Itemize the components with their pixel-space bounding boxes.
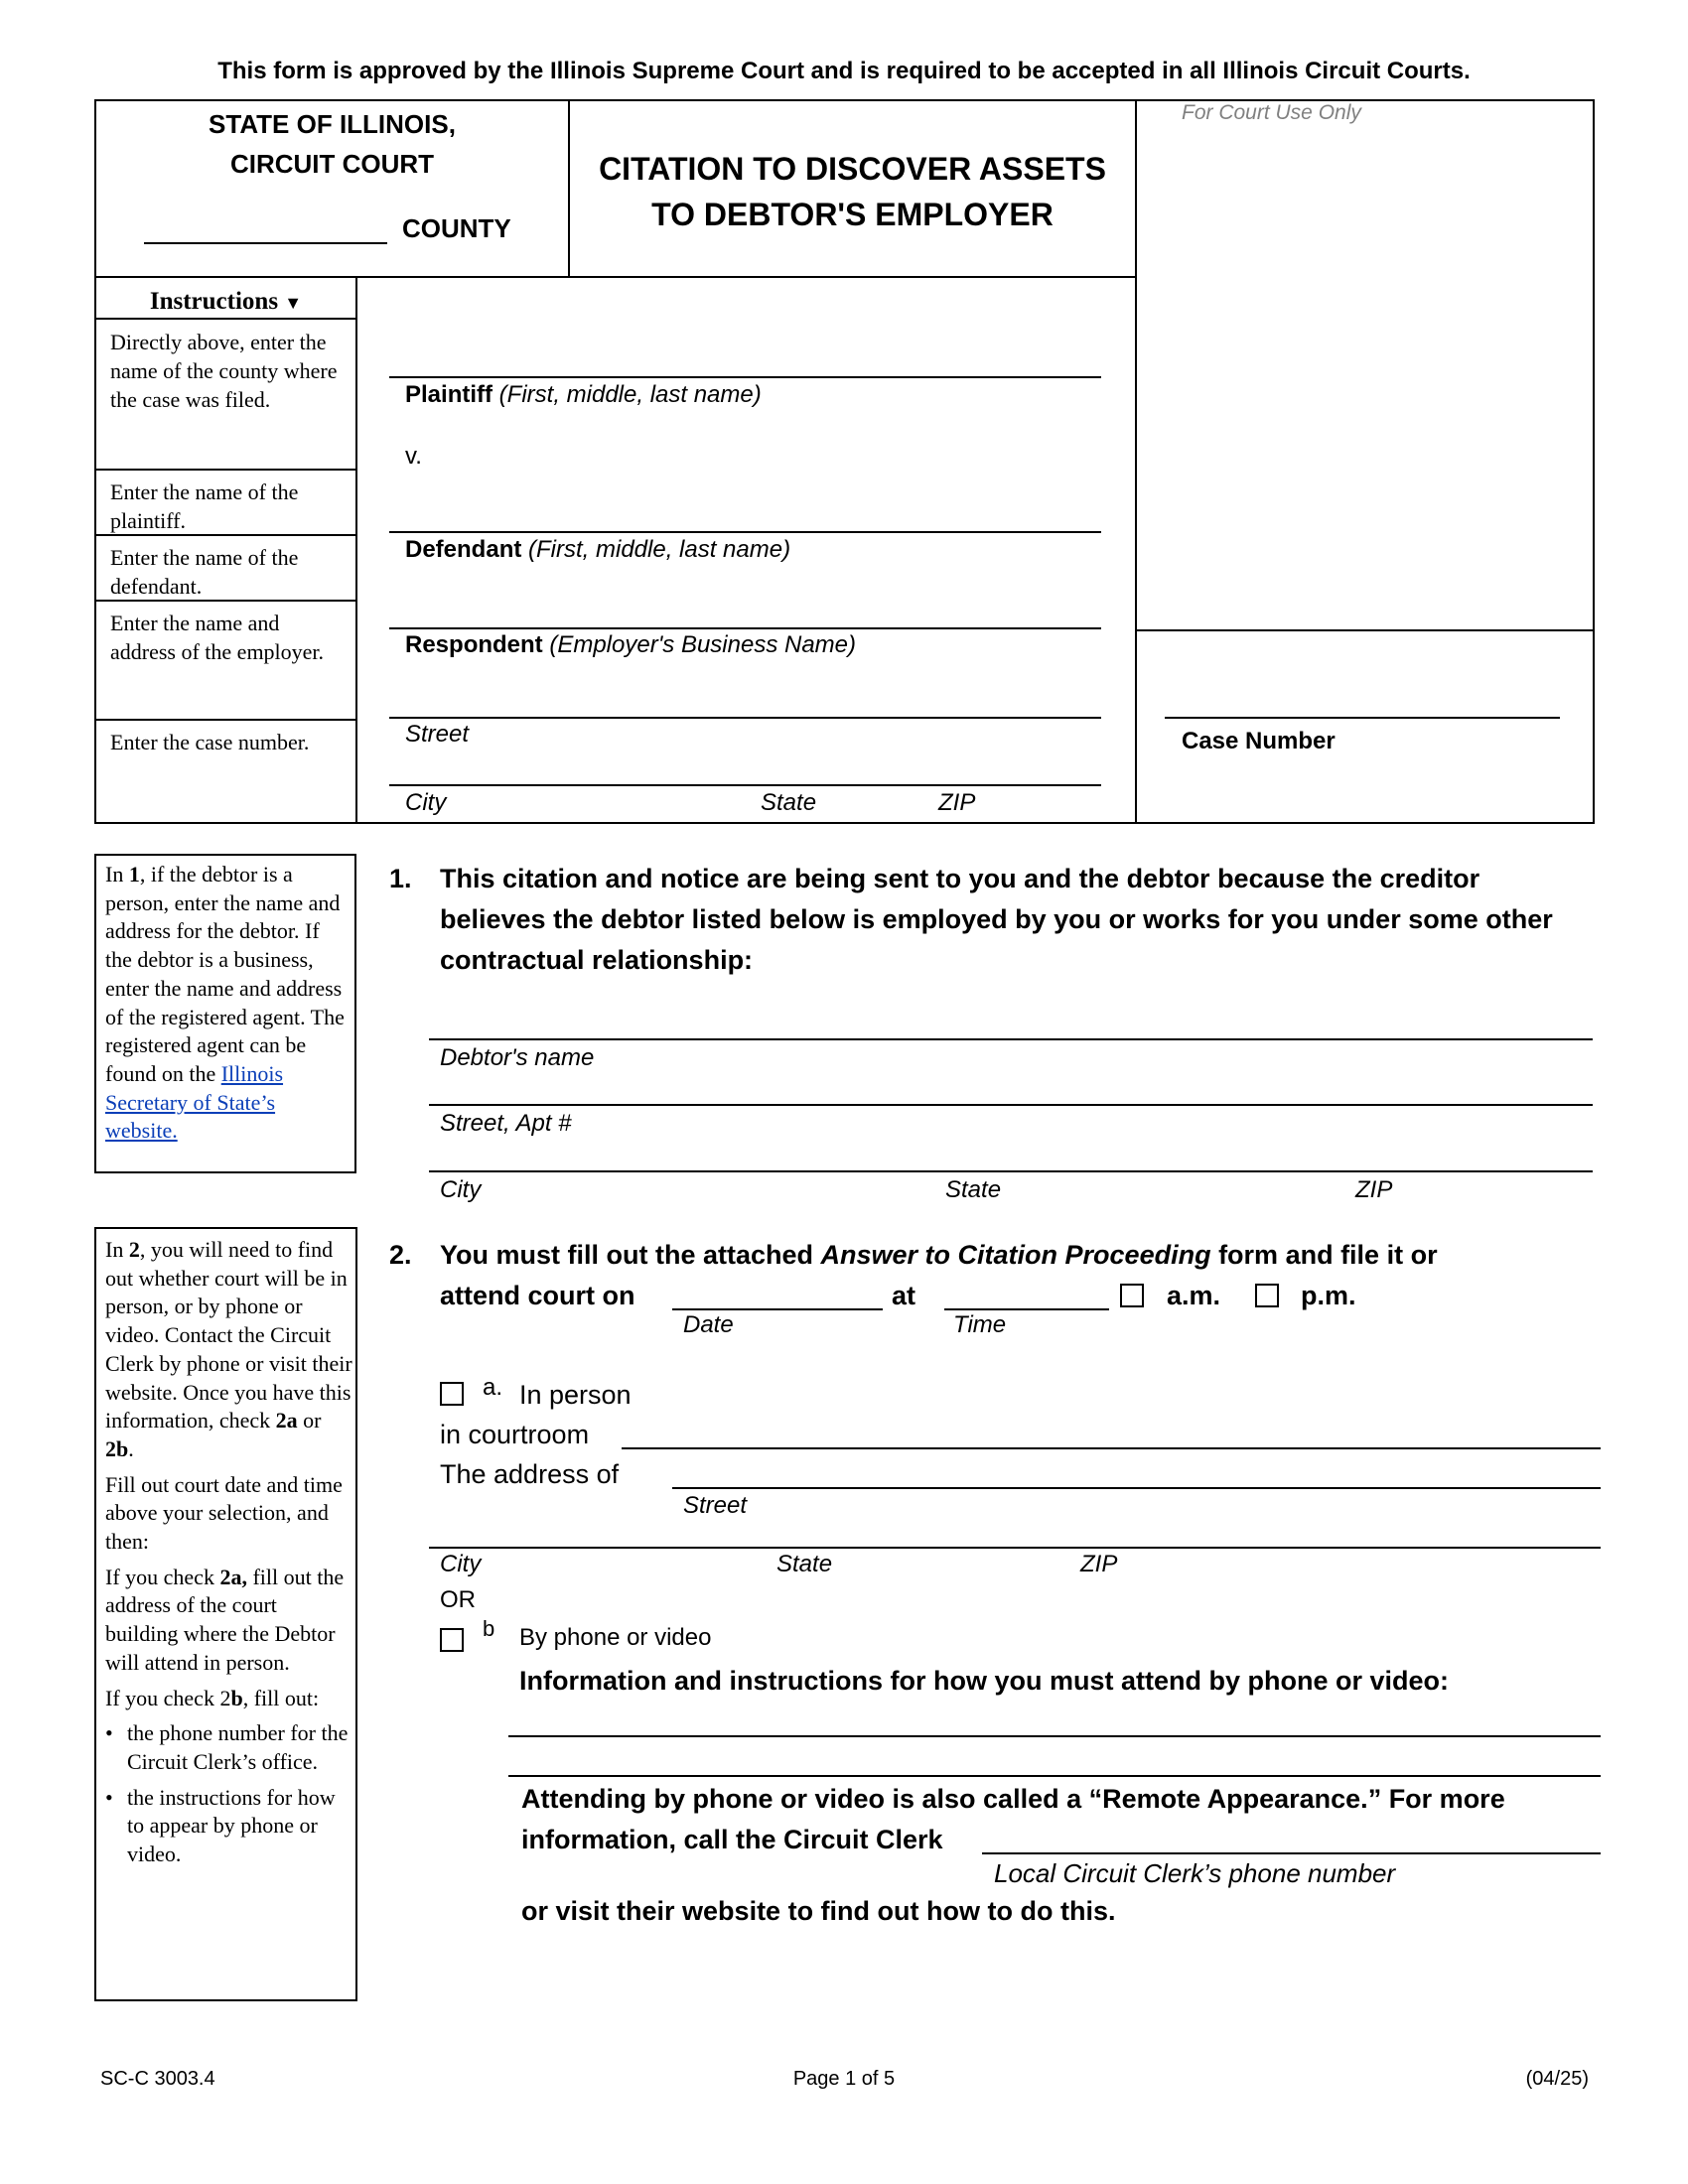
answer-form-name: Answer to Citation Proceeding: [820, 1240, 1211, 1270]
state-label: State: [761, 789, 817, 816]
debtor-street-field[interactable]: [429, 1104, 1593, 1106]
note-text: If you check: [105, 1564, 220, 1589]
divider: [94, 719, 357, 721]
bullet-icon: •: [105, 1784, 113, 1810]
section2-text-post: form and file it or: [1210, 1240, 1438, 1270]
top-notice: This form is approved by the Illinois Supreme Court and is required to be accepted in all Illinois Circuit Courts.: [217, 58, 1471, 84]
note-text: .: [128, 1435, 134, 1461]
court-use-label: For Court Use Only: [1182, 101, 1361, 124]
address-of-label: The address of: [440, 1459, 620, 1489]
courtroom-field[interactable]: [622, 1447, 1601, 1449]
form-title-line2: TO DEBTOR'S EMPLOYER: [651, 197, 1054, 232]
note-num: 2: [128, 1237, 140, 1262]
option-b-letter: b: [483, 1616, 495, 1641]
bullet-icon: •: [105, 1720, 113, 1746]
debtor-city-field[interactable]: [429, 1170, 1593, 1172]
court-time-field[interactable]: [944, 1308, 1109, 1310]
or-label: OR: [440, 1586, 476, 1613]
county-name-field[interactable]: [144, 242, 387, 244]
court-street-field[interactable]: [672, 1487, 1601, 1489]
note-paragraph: [105, 1685, 353, 1713]
note-text: the phone number for the Circuit Clerk’s office.: [127, 1720, 349, 1774]
divider: [568, 99, 570, 278]
note-text: , if the debtor is a person, enter the name and address for the debtor. If the debtor is a business, enter the name and address of the registered agent. The registered agent can be found on the: [105, 862, 345, 1086]
instr-defendant: Enter the name of the defendant.: [110, 545, 299, 599]
divider: [1135, 99, 1137, 824]
defendant-field[interactable]: [389, 531, 1101, 533]
remote-info-field-1[interactable]: [508, 1735, 1601, 1737]
note-text: the instructions for how to appear by phone or video.: [127, 1784, 336, 1867]
court-city-label: City: [440, 1551, 482, 1577]
debtor-street-label: Street, Apt #: [440, 1110, 572, 1137]
pm-checkbox[interactable]: [1255, 1284, 1279, 1307]
instr-employer: Enter the name and address of the employer.: [110, 611, 325, 664]
divider: [94, 276, 1137, 278]
debtor-state-label: State: [945, 1176, 1002, 1203]
section2-text-pre: You must fill out the attached: [440, 1240, 821, 1270]
court-city-field[interactable]: [429, 1547, 1601, 1549]
court-date-field[interactable]: [672, 1308, 883, 1310]
in-person-checkbox[interactable]: [440, 1382, 464, 1406]
note-text: In: [105, 862, 129, 887]
in-person-label: In person: [519, 1380, 632, 1410]
court-label: CIRCUIT COURT: [229, 149, 435, 179]
note-text: In: [105, 1237, 129, 1262]
note-bullet: [105, 1784, 353, 1869]
note-text: , you will need to find out whether court will be in person, or by phone or video. Contact the Circuit Clerk by phone or visit their website. Once you have this information, check: [105, 1237, 352, 1433]
defendant-label: [405, 536, 790, 564]
debtor-city-label: City: [440, 1176, 482, 1203]
note-paragraph: [105, 1564, 353, 1678]
divider: [355, 276, 357, 824]
note-num: 1: [128, 862, 140, 887]
respondent-street-field[interactable]: [389, 717, 1101, 719]
am-label: a.m.: [1167, 1281, 1221, 1310]
page-number: Page 1 of 5: [792, 2068, 896, 2090]
court-street-label: Street: [683, 1492, 748, 1519]
note-bullet: [105, 1719, 353, 1776]
revision-date: (04/25): [1525, 2068, 1589, 2090]
debtor-name-field[interactable]: [429, 1038, 1593, 1040]
zip-label: ZIP: [938, 789, 976, 816]
instr-county: Directly above, enter the name of the county where the case was filed.: [110, 330, 338, 412]
attend-label: attend court on: [440, 1281, 635, 1310]
visit-website-text: or visit their website to find out how to do this.: [521, 1896, 1116, 1926]
clerk-phone-label: Local Circuit Clerk’s phone number: [994, 1858, 1396, 1888]
at-label: at: [892, 1281, 916, 1310]
time-label: Time: [953, 1311, 1007, 1338]
defendant-label-text: Defendant: [405, 536, 522, 563]
clerk-phone-field[interactable]: [982, 1852, 1601, 1854]
note-text: , fill out:: [242, 1685, 320, 1710]
respondent-city-field[interactable]: [389, 784, 1101, 786]
note-paragraph: [105, 1236, 353, 1464]
versus-label: v.: [405, 443, 422, 470]
court-zip-label: ZIP: [1080, 1551, 1118, 1577]
respondent-hint: (Employer's Business Name): [549, 631, 857, 658]
pm-label: p.m.: [1301, 1281, 1356, 1310]
street-label: Street: [405, 721, 470, 748]
respondent-field[interactable]: [389, 627, 1101, 629]
divider: [94, 469, 357, 471]
form-title-line1: CITATION TO DISCOVER ASSETS: [599, 151, 1106, 187]
section2-number: 2.: [389, 1240, 412, 1270]
date-label: Date: [683, 1311, 734, 1338]
divider: [94, 534, 357, 536]
remote-info-field-2[interactable]: [508, 1775, 1601, 1777]
note-text: fill out the address of the court building where the Debtor will attend in person.: [105, 1564, 345, 1675]
remote-appearance-line2: information, call the Circuit Clerk: [521, 1825, 943, 1854]
plaintiff-label-text: Plaintiff: [405, 381, 492, 408]
note-num: 2b: [105, 1435, 129, 1461]
divider: [1135, 629, 1595, 631]
case-number-field[interactable]: [1165, 717, 1560, 719]
section1-text: This citation and notice are being sent to you and the debtor because the creditor believes the debtor listed below is employed by you or works for you under some other contractual relationship:: [440, 864, 1553, 975]
instr-case-number: Enter the case number.: [110, 730, 310, 754]
note-paragraph: Fill out court date and time above your selection, and then:: [105, 1471, 343, 1555]
phone-video-label: By phone or video: [519, 1624, 712, 1651]
plaintiff-field[interactable]: [389, 376, 1101, 378]
respondent-label-text: Respondent: [405, 631, 543, 658]
case-number-label: Case Number: [1182, 728, 1336, 754]
form-id: SC-C 3003.4: [100, 2068, 215, 2090]
remote-appearance-line1: Attending by phone or video is also called a “Remote Appearance.” For more: [521, 1784, 1505, 1814]
plaintiff-label: [405, 381, 762, 409]
note-num: 2a,: [219, 1564, 247, 1589]
court-state-label: State: [776, 1551, 833, 1577]
debtor-name-label: Debtor's name: [440, 1044, 595, 1071]
instructions-heading-text: Instructions: [149, 288, 279, 315]
county-label: COUNTY: [402, 213, 511, 243]
section1-number: 1.: [389, 864, 412, 893]
side-note-1: [105, 861, 352, 1146]
side-note-2: [105, 1236, 353, 1869]
info-heading: Information and instructions for how you must attend by phone or video:: [519, 1666, 1450, 1696]
note-text: or: [297, 1408, 322, 1433]
note-num: b: [230, 1685, 243, 1710]
courtroom-label: in courtroom: [440, 1420, 590, 1449]
state-label: STATE OF ILLINOIS,: [209, 109, 456, 139]
instructions-heading: [96, 288, 355, 316]
city-label: City: [405, 789, 447, 816]
divider: [94, 318, 357, 320]
note-text: If you check 2: [105, 1685, 231, 1710]
sos-website-link[interactable]: Illinois Secretary of State’s website.: [105, 1060, 284, 1144]
option-a-letter: a.: [483, 1374, 503, 1401]
defendant-hint: (First, middle, last name): [528, 536, 791, 563]
divider: [94, 600, 357, 602]
note-num: 2a: [275, 1408, 298, 1433]
instr-plaintiff: Enter the name of the plaintiff.: [110, 479, 299, 533]
debtor-zip-label: ZIP: [1355, 1176, 1393, 1203]
respondent-label: [405, 631, 856, 659]
triangle-down-icon: ▼: [284, 293, 303, 313]
am-checkbox[interactable]: [1120, 1284, 1144, 1307]
section2-text: [440, 1235, 1582, 1276]
plaintiff-hint: (First, middle, last name): [498, 381, 762, 408]
phone-video-checkbox[interactable]: [440, 1628, 464, 1652]
